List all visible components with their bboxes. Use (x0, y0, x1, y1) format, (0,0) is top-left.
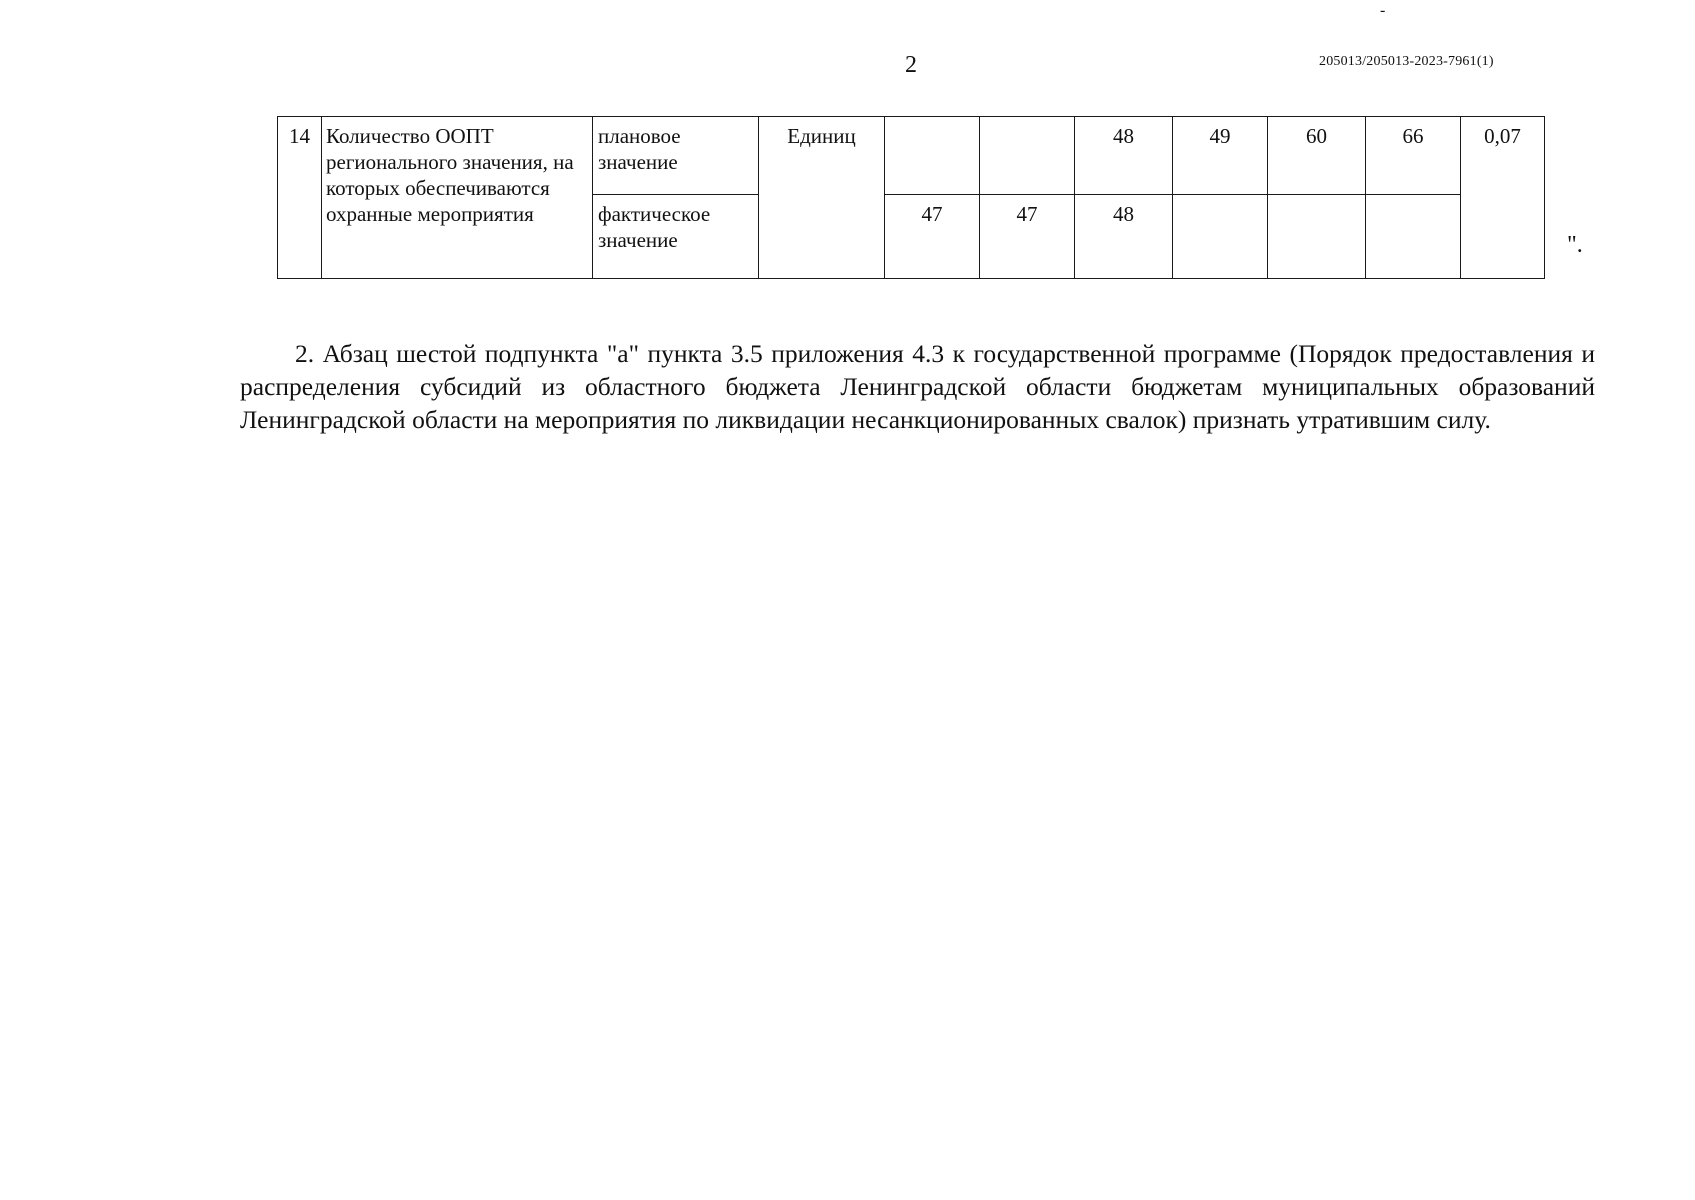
planned-value-cell: 66 (1366, 117, 1461, 195)
amendment-paragraph: 2. Абзац шестой подпункта "а" пункта 3.5 приложения 4.3 к государственной программе (Порядок предоставления и распределения субсидий из областного бюджета Ленинградской области бюджетам муниципальных образований Ленинградской области на мероприятия по ликвидации несанкционированных свалок) признать утратившим силу. (240, 338, 1595, 434)
corner-mark: - (1380, 2, 1386, 19)
planned-value-cell: 48 (1075, 117, 1173, 195)
planned-value-cell (980, 117, 1075, 195)
planned-value-cell (885, 117, 980, 195)
actual-value-cell: 48 (1075, 195, 1173, 279)
indicator-name-cell: Количество ООПТ регионального значения, на которых обеспечиваются охранные мероприятия (322, 117, 593, 279)
last-column-cell: 0,07 (1461, 117, 1545, 279)
table-row-planned (278, 117, 1545, 195)
planned-value-cell: 49 (1173, 117, 1268, 195)
document-id: 205013/205013-2023-7961(1) (1319, 54, 1494, 69)
actual-value-cell (1268, 195, 1366, 279)
indicator-table (277, 116, 1545, 279)
actual-value-cell: 47 (980, 195, 1075, 279)
planned-value-cell: 60 (1268, 117, 1366, 195)
actual-value-cell (1173, 195, 1268, 279)
actual-value-cell (1366, 195, 1461, 279)
unit-cell: Единиц (759, 117, 885, 279)
closing-quote: ". (1567, 232, 1583, 258)
planned-label-cell: плановое значение (593, 117, 759, 195)
page-number: 2 (905, 52, 917, 78)
actual-value-cell: 47 (885, 195, 980, 279)
actual-label-cell: фактическое значение (593, 195, 759, 279)
row-number-cell: 14 (278, 117, 322, 279)
